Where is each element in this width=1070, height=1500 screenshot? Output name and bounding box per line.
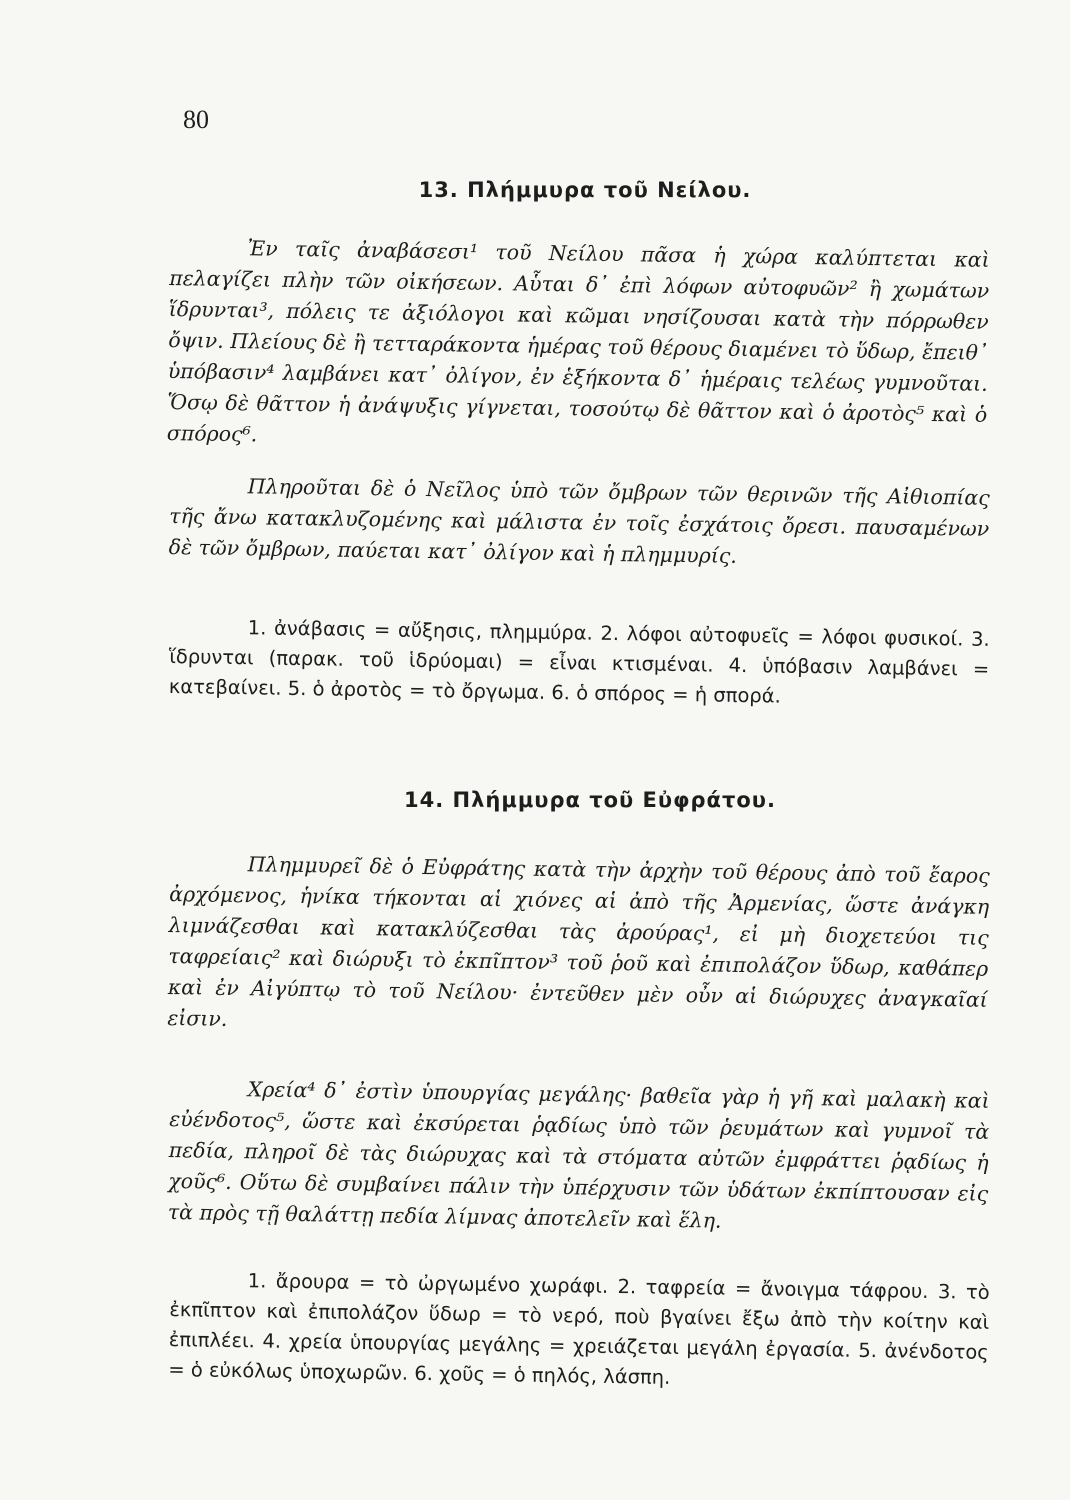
nile-paragraph-1 xyxy=(166,232,990,449)
section-title-euphrates: 14. Πλήμμυρα τοῦ Εὐφράτου. xyxy=(404,788,776,812)
footnotes-text: 1. ἀνάβασις = αὔξησις, πλημμύρα. 2. λόφοι αὐτοφυεῖς = λόφοι φυσικοί. 3. ἵδρυνται (παρακ. τοῦ ἱδρύομαι) = εἶναι κτισμέναι. 4. ὑπόβασιν λαμβάνει = κατεβαίνει. 5. ὁ ἀροτὸς = τὸ ὄργωμα. 6. ὁ σπόρος = ἡ σπορά. xyxy=(168,616,990,708)
paragraph-text: Πλημμυρεῖ δὲ ὁ Εὐφράτης κατὰ τὴν ἀρχὴν τοῦ θέρους ἀπὸ τοῦ ἔαρος ἀρχόμενος, ἡνίκα τήκονται αἱ χιόνες αἱ ἀπὸ τῆς Ἀρμενίας, ὥστε ἀνάγκη λιμνάζεσθαι καὶ κατακλύζεσθαι τὰς ἀρούρας¹, εἰ μὴ διοχετεύοι τις ταφρείαις² καὶ διώρυξι τὸ ἐκπῖπτον³ τοῦ ῥοῦ καὶ ἐπιπολάζον ὕδωρ, καθάπερ καὶ ἐν Αἰγύπτῳ τὸ τοῦ Νείλου· ἐντεῦθεν μὲν οὖν αἱ διώρυχες ἀναγκαῖαί εἰσιν. xyxy=(167,852,990,1031)
nile-footnotes xyxy=(168,612,990,708)
nile-paragraph-2 xyxy=(168,470,990,568)
paragraph-text: Χρεία⁴ δ᾽ ἐστὶν ὑπουργίας μεγάλης· βαθεῖα γὰρ ἡ γῆ καὶ μαλακὴ καὶ εὐένδοτος⁵, ὥστε καὶ ἐκσύρεται ῥᾳδίως ὑπὸ τῶν ῥευμάτων καὶ γυμνοῖ τὰ πεδία, πληροῖ δὲ τὰς διώρυχας καὶ τὰ στόματα αὐτῶν ἐμφράττει ῥᾳδίως ἡ χοῦς⁶. Οὕτω δὲ συμβαίνει πάλιν τὴν ὑπέρχυσιν τῶν ὑδάτων ἐκπίπτουσαν εἰς τὰ πρὸς τῇ θαλάττῃ πεδία λίμνας ἀποτελεῖν καὶ ἕλη. xyxy=(167,1077,990,1233)
euphrates-paragraph-2 xyxy=(167,1073,990,1233)
section-title-nile: 13. Πλήμμυρα τοῦ Νείλου. xyxy=(418,178,752,202)
page-number: 80 xyxy=(183,105,209,134)
euphrates-paragraph-1 xyxy=(167,848,990,1034)
euphrates-footnotes xyxy=(168,1265,990,1389)
paragraph-text: Ἐν ταῖς ἀναβάσεσι¹ τοῦ Νείλου πᾶσα ἡ χώρα καλύπτεται καὶ πελαγίζει πλὴν τῶν οἰκήσεων. Αὗται δ᾽ ἐπὶ λόφων αὐτοφυῶν² ἢ χωμάτων ἵδρυνται³, πόλεις τε ἀξιόλογοι καὶ κῶμαι νησίζουσαι κατὰ τὴν πόρρωθεν ὄψιν. Πλείους δὲ ἢ τετταράκοντα ἡμέρας τοῦ θέρους διαμένει τὸ ὕδωρ, ἔπειθ᾽ ὑπόβασιν⁴ λαμβάνει κατ᾽ ὀλίγον, ἐν ἑξήκοντα δ᾽ ἡμέραις τελέως γυμνοῦται. Ὅσῳ δὲ θᾶττον ἡ ἀνάψυξις γίγνεται, τοσούτῳ δὲ θᾶττον καὶ ὁ ἀροτὸς⁵ καὶ ὁ σπόρος⁶. xyxy=(166,236,990,447)
paragraph-text: Πληροῦται δὲ ὁ Νεῖλος ὑπὸ τῶν ὄμβρων τῶν θερινῶν τῆς Αἰθιοπίας τῆς ἄνω κατακλυζομένης καὶ μάλιστα ἐν τοῖς ἐσχάτοις ὄρεσι. παυσαμένων δὲ τῶν ὄμβρων, παύεται κατ᾽ ὀλίγον καὶ ἡ πλημμυρίς. xyxy=(168,474,990,568)
footnotes-text: 1. ἄρουρα = τὸ ὠργωμένο χωράφι. 2. ταφρεία = ἄνοιγμα τάφρου. 3. τὸ ἐκπῖπτον καὶ ἐπιπολάζον ὕδωρ = τὸ νερό, ποὺ βγαίνει ἔξω ἀπὸ τὴν κοίτην καὶ ἐπιπλέει. 4. χρεία ὑπουργίας μεγάλης = χρειάζεται μεγάλη ἐργασία. 5. ἀνένδοτος = ὁ εὐκόλως ὑποχωρῶν. 6. χοῦς = ὁ πηλός, λάσπη. xyxy=(168,1269,990,1389)
